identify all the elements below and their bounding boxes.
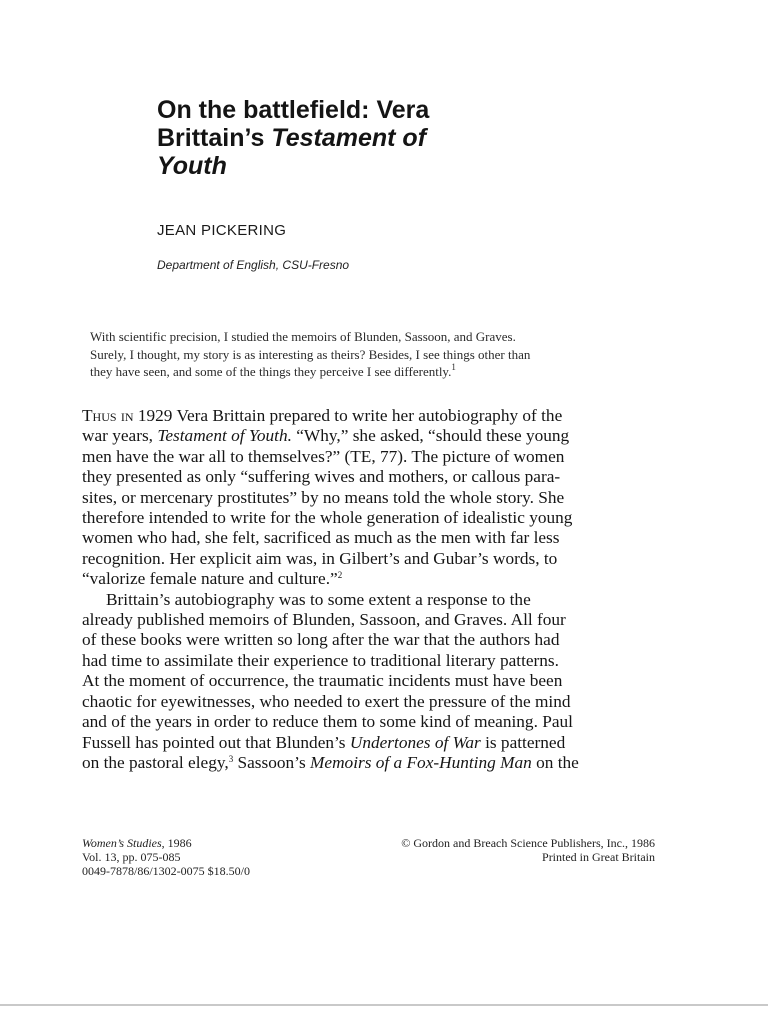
epigraph-footnote-ref: 1 <box>451 362 456 372</box>
p2-line-9-italic: Memoirs of a Fox-Hunting Man <box>310 752 532 772</box>
p2-line-8 <box>82 733 682 753</box>
p1-line-2 <box>82 426 682 446</box>
p2-line-7: and of the years in order to reduce them to some kind of meaning. Paul <box>82 712 573 732</box>
journal-volume: Vol. 13, pp. 075-085 <box>82 850 181 864</box>
epigraph-line-3-text: they have seen, and some of the things they perceive I see differently. <box>90 364 452 379</box>
footnote-ref-2: 2 <box>337 570 343 581</box>
title-line-2-italic: Testament of <box>271 124 427 152</box>
epigraph-line-1: With scientific precision, I studied the memoirs of Blunden, Sassoon, and Graves. <box>90 329 516 344</box>
footnote-ref-3: 3 <box>228 753 234 764</box>
p2-line-4: had time to assimilate their experience to traditional literary patterns. <box>82 650 559 670</box>
p1-line-1 <box>82 406 682 426</box>
p2-line-8-b: is patterned <box>480 732 566 752</box>
p2-line-9-c: on the <box>531 752 579 772</box>
author-name: JEAN PICKERING <box>157 222 287 239</box>
epigraph-line-3 <box>90 363 670 381</box>
title-line-2-prefix: Brittain’s <box>157 124 272 152</box>
journal-name-line <box>82 836 250 850</box>
journal-citation <box>82 836 250 878</box>
p2-line-9 <box>82 753 682 773</box>
article-body <box>82 406 682 773</box>
copyright-notice: © Gordon and Breach Science Publishers, Inc., 1986 <box>401 836 655 850</box>
p1-line-6: therefore intended to write for the whole generation of idealistic young <box>82 508 573 528</box>
p2-line-3: of these books were written so long after the war that the authors had <box>82 630 560 650</box>
p1-line-8: recognition. Her explicit aim was, in Gilbert’s and Gubar’s words, to <box>82 548 558 568</box>
title-line-3 <box>157 152 597 180</box>
p1-line-1-rest: 1929 Vera Brittain prepared to write her autobiography of the <box>133 406 563 425</box>
p2-line-6: chaotic for eyewitnesses, who needed to exert the pressure of the mind <box>82 691 571 711</box>
title-line-3-italic: Youth <box>157 152 227 180</box>
p1-opening-small-caps: Thus in <box>82 406 134 425</box>
p2-line-8-italic: Undertones of War <box>349 732 481 752</box>
p1-line-9 <box>82 569 682 589</box>
publisher-info <box>330 836 655 864</box>
p2-line-1: Brittain’s autobiography was to some extent a response to the <box>106 589 531 609</box>
p1-line-4: they presented as only “suffering wives and mothers, or callous para- <box>82 467 561 487</box>
title-line-1: On the battlefield: Vera <box>157 96 430 124</box>
paragraph-2 <box>82 590 682 774</box>
p2-line-9-a: on the pastoral elegy, <box>82 752 229 772</box>
p1-line-9-text: “valorize female nature and culture.” <box>82 569 338 589</box>
p1-line-3: men have the war all to themselves?” (TE, 77). The picture of women <box>82 446 565 466</box>
p2-line-5: At the moment of occurrence, the traumatic incidents must have been <box>82 671 563 691</box>
journal-code: 0049-7878/86/1302-0075 $18.50/0 <box>82 864 250 878</box>
journal-name: Women’s Studies <box>82 836 162 850</box>
p1-line-2-b: “Why,” she asked, “should these young <box>291 426 570 446</box>
epigraph-line-2: Surely, I thought, my story is as interesting as theirs? Besides, I see things other than <box>90 346 531 362</box>
p1-line-7: women who had, she felt, sacrificed as much as the men with far less <box>82 528 560 548</box>
paragraph-1 <box>82 406 682 590</box>
author-affiliation: Department of English, CSU-Fresno <box>157 258 350 272</box>
bottom-divider <box>0 1004 768 1006</box>
article-title <box>157 96 597 180</box>
p2-line-8-a: Fussell has pointed out that Blunden’s <box>82 732 350 752</box>
p1-line-5: sites, or mercenary prostitutes” by no means told the whole story. She <box>82 487 565 507</box>
p1-line-2-a: war years, <box>82 426 158 446</box>
epigraph <box>90 328 670 381</box>
p2-line-9-b: Sassoon’s <box>233 752 311 772</box>
p2-line-2: already published memoirs of Blunden, Sassoon, and Graves. All four <box>82 610 566 630</box>
printed-location: Printed in Great Britain <box>542 850 655 864</box>
p1-line-2-italic: Testament of Youth. <box>157 426 292 446</box>
journal-year: , 1986 <box>161 836 192 850</box>
title-line-2 <box>157 124 597 152</box>
